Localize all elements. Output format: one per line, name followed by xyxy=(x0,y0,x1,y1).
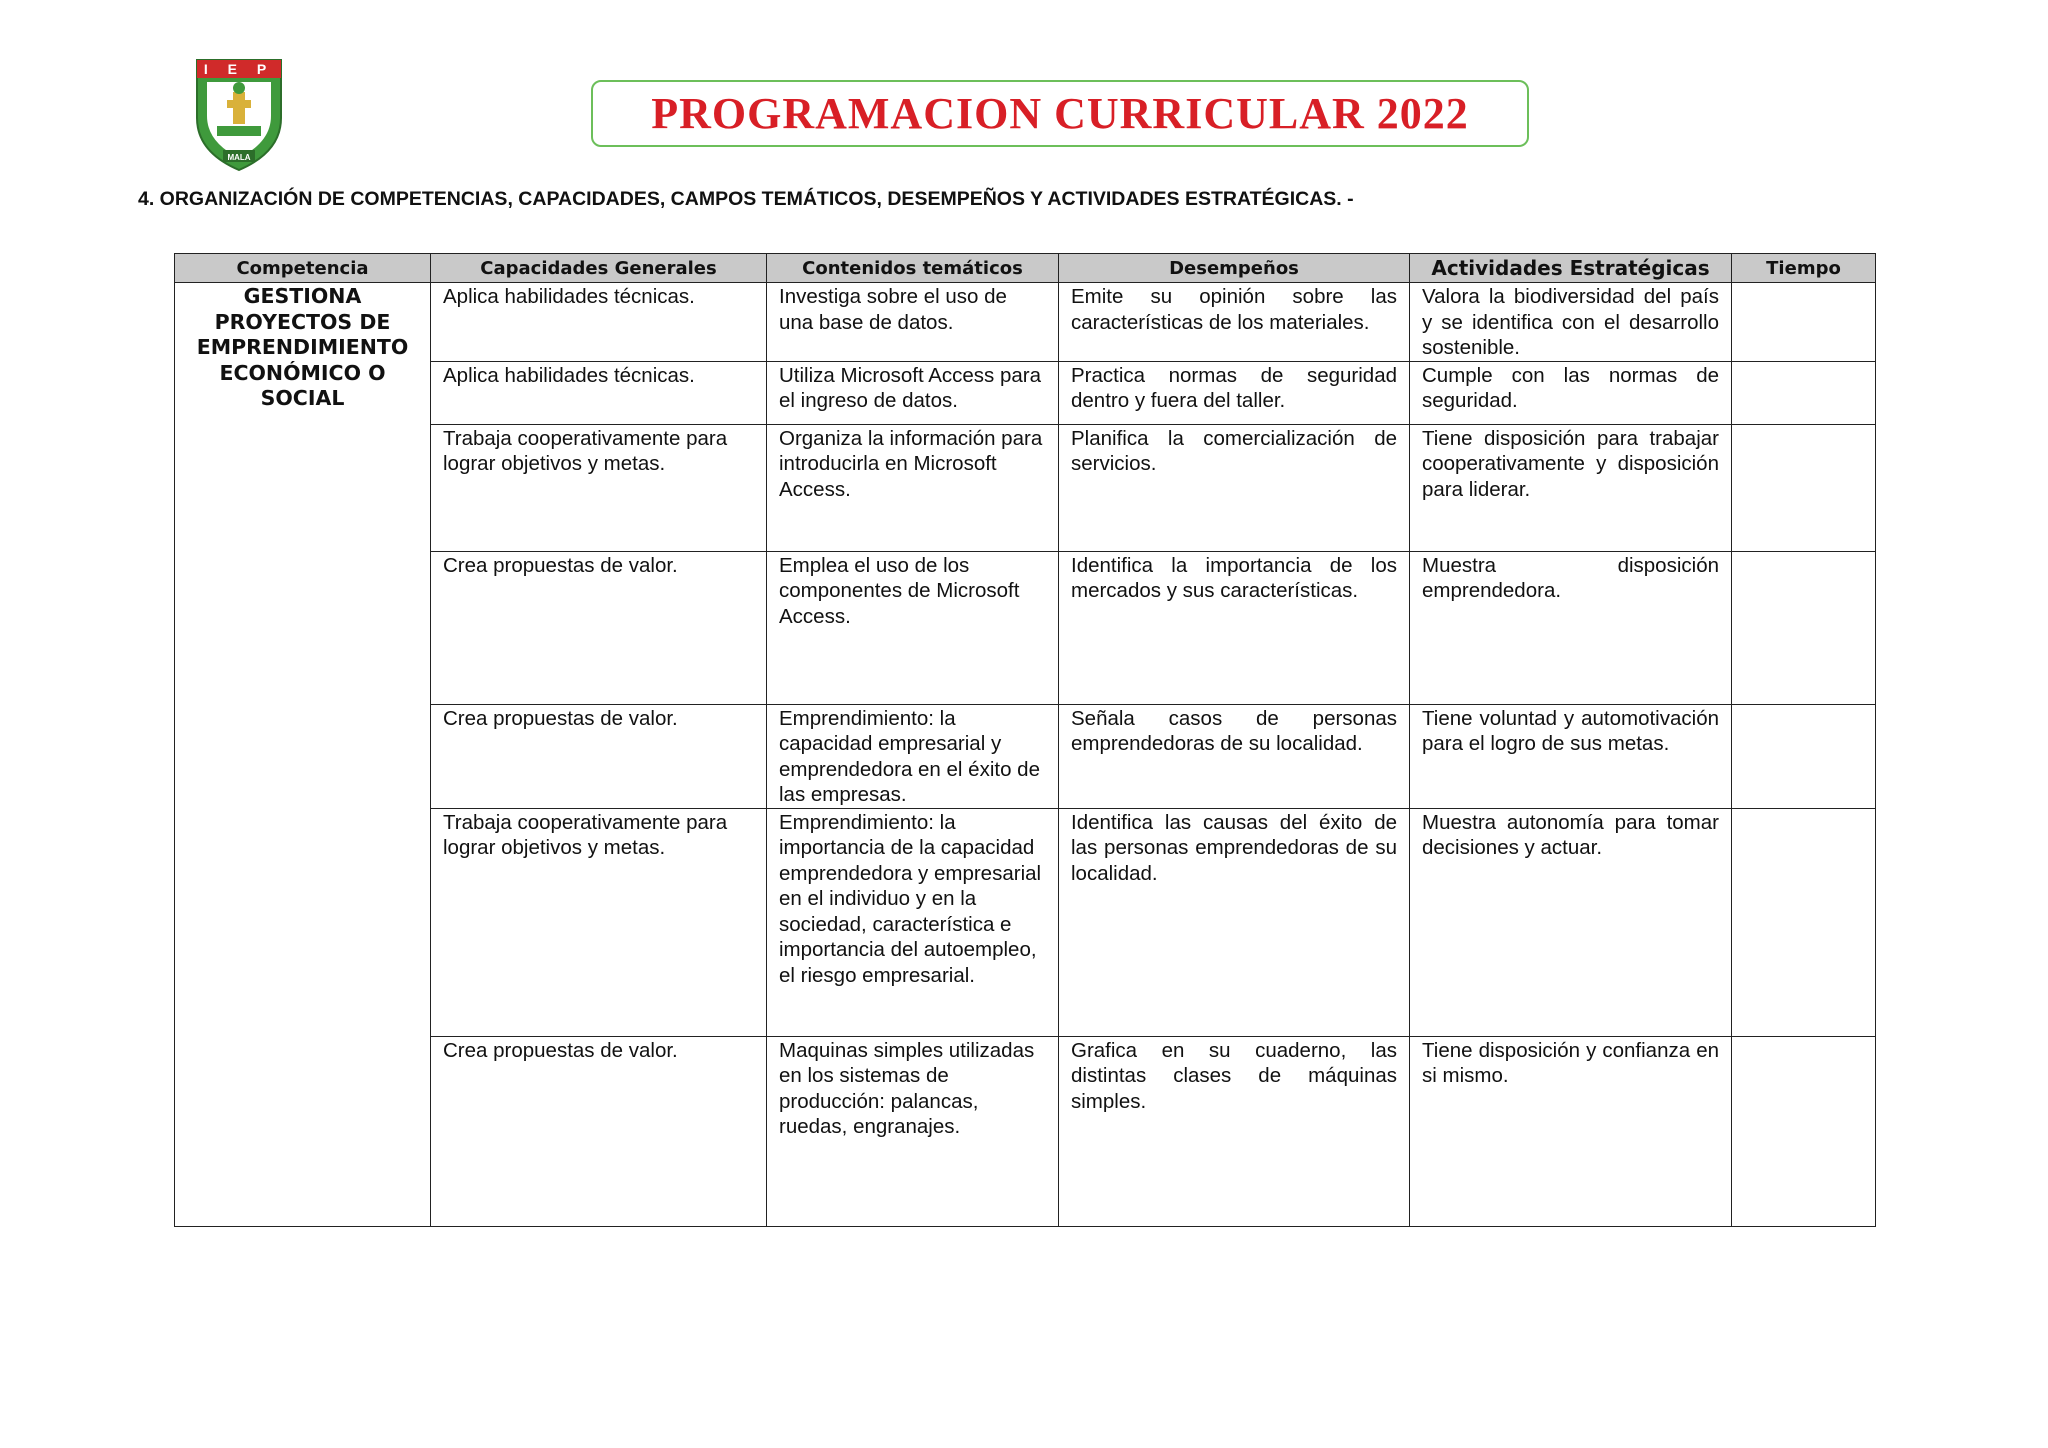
actividad-cell: Tiene disposición y confianza en si mismo. xyxy=(1410,1036,1732,1226)
svg-text:I E P: I E P xyxy=(203,61,275,77)
table-header-row xyxy=(175,254,1876,283)
tiempo-cell xyxy=(1732,704,1876,808)
table-row xyxy=(175,283,1876,362)
table-row xyxy=(175,551,1876,704)
tiempo-cell xyxy=(1732,424,1876,551)
section-heading: 4. ORGANIZACIÓN DE COMPETENCIAS, CAPACIDADES, CAMPOS TEMÁTICOS, DESEMPEÑOS Y ACTIVIDADES ESTRATÉGICAS. - xyxy=(138,188,1354,210)
table-row xyxy=(175,424,1876,551)
capacidad-cell: Crea propuestas de valor. xyxy=(431,704,767,808)
tiempo-cell xyxy=(1732,551,1876,704)
school-crest-logo xyxy=(193,56,285,172)
capacidad-cell: Trabaja cooperativamente para lograr objetivos y metas. xyxy=(431,424,767,551)
contenido-cell: Emprendimiento: la capacidad empresarial y emprendedora en el éxito de las empresas. xyxy=(767,704,1059,808)
tiempo-cell xyxy=(1732,361,1876,424)
capacidad-cell: Crea propuestas de valor. xyxy=(431,551,767,704)
desempeno-cell: Identifica la importancia de los mercados y sus características. xyxy=(1059,551,1410,704)
table-row xyxy=(175,808,1876,1036)
header-competencia: Competencia xyxy=(175,254,431,283)
header-contenidos: Contenidos temáticos xyxy=(767,254,1059,283)
actividad-cell: Valora la biodiversidad del país y se identifica con el desarrollo sostenible. xyxy=(1410,283,1732,362)
header-tiempo: Tiempo xyxy=(1732,254,1876,283)
contenido-cell: Maquinas simples utilizadas en los sistemas de producción: palancas, ruedas, engranajes. xyxy=(767,1036,1059,1226)
actividad-cell: Tiene disposición para trabajar cooperativamente y disposición para liderar. xyxy=(1410,424,1732,551)
actividad-cell: Tiene voluntad y automotivación para el logro de sus metas. xyxy=(1410,704,1732,808)
header-capacidades: Capacidades Generales xyxy=(431,254,767,283)
desempeno-cell: Planifica la comercialización de servicios. xyxy=(1059,424,1410,551)
table-row xyxy=(175,1036,1876,1226)
competencia-cell: GESTIONA PROYECTOS DE EMPRENDIMIENTO ECONÓMICO O SOCIAL xyxy=(175,283,431,1227)
desempeno-cell: Practica normas de seguridad dentro y fuera del taller. xyxy=(1059,361,1410,424)
capacidad-cell: Crea propuestas de valor. xyxy=(431,1036,767,1226)
contenido-cell: Emplea el uso de los componentes de Microsoft Access. xyxy=(767,551,1059,704)
capacidad-cell: Trabaja cooperativamente para lograr objetivos y metas. xyxy=(431,808,767,1036)
contenido-cell: Utiliza Microsoft Access para el ingreso de datos. xyxy=(767,361,1059,424)
table-row xyxy=(175,704,1876,808)
tiempo-cell xyxy=(1732,283,1876,362)
capacidad-cell: Aplica habilidades técnicas. xyxy=(431,283,767,362)
contenido-cell: Organiza la información para introducirla en Microsoft Access. xyxy=(767,424,1059,551)
desempeno-cell: Grafica en su cuaderno, las distintas clases de máquinas simples. xyxy=(1059,1036,1410,1226)
table-row xyxy=(175,361,1876,424)
svg-text:MALA: MALA xyxy=(227,153,251,162)
actividad-cell: Cumple con las normas de seguridad. xyxy=(1410,361,1732,424)
tiempo-cell xyxy=(1732,808,1876,1036)
desempeno-cell: Señala casos de personas emprendedoras de su localidad. xyxy=(1059,704,1410,808)
desempeno-cell: Emite su opinión sobre las características de los materiales. xyxy=(1059,283,1410,362)
desempeno-cell: Identifica las causas del éxito de las personas emprendedoras de su localidad. xyxy=(1059,808,1410,1036)
contenido-cell: Emprendimiento: la importancia de la capacidad emprendedora y empresarial en el individuo y en la sociedad, característica e importancia del autoempleo, el riesgo empresarial. xyxy=(767,808,1059,1036)
actividad-cell: Muestra autonomía para tomar decisiones y actuar. xyxy=(1410,808,1732,1036)
tiempo-cell xyxy=(1732,1036,1876,1226)
title-banner xyxy=(591,80,1529,147)
page-title: PROGRAMACION CURRICULAR 2022 xyxy=(651,89,1469,138)
capacidad-cell: Aplica habilidades técnicas. xyxy=(431,361,767,424)
header-actividades: Actividades Estratégicas xyxy=(1410,254,1732,283)
contenido-cell: Investiga sobre el uso de una base de datos. xyxy=(767,283,1059,362)
actividad-cell: Muestra disposición emprendedora. xyxy=(1410,551,1732,704)
curriculum-table xyxy=(174,253,1876,1227)
header-desempenos: Desempeños xyxy=(1059,254,1410,283)
